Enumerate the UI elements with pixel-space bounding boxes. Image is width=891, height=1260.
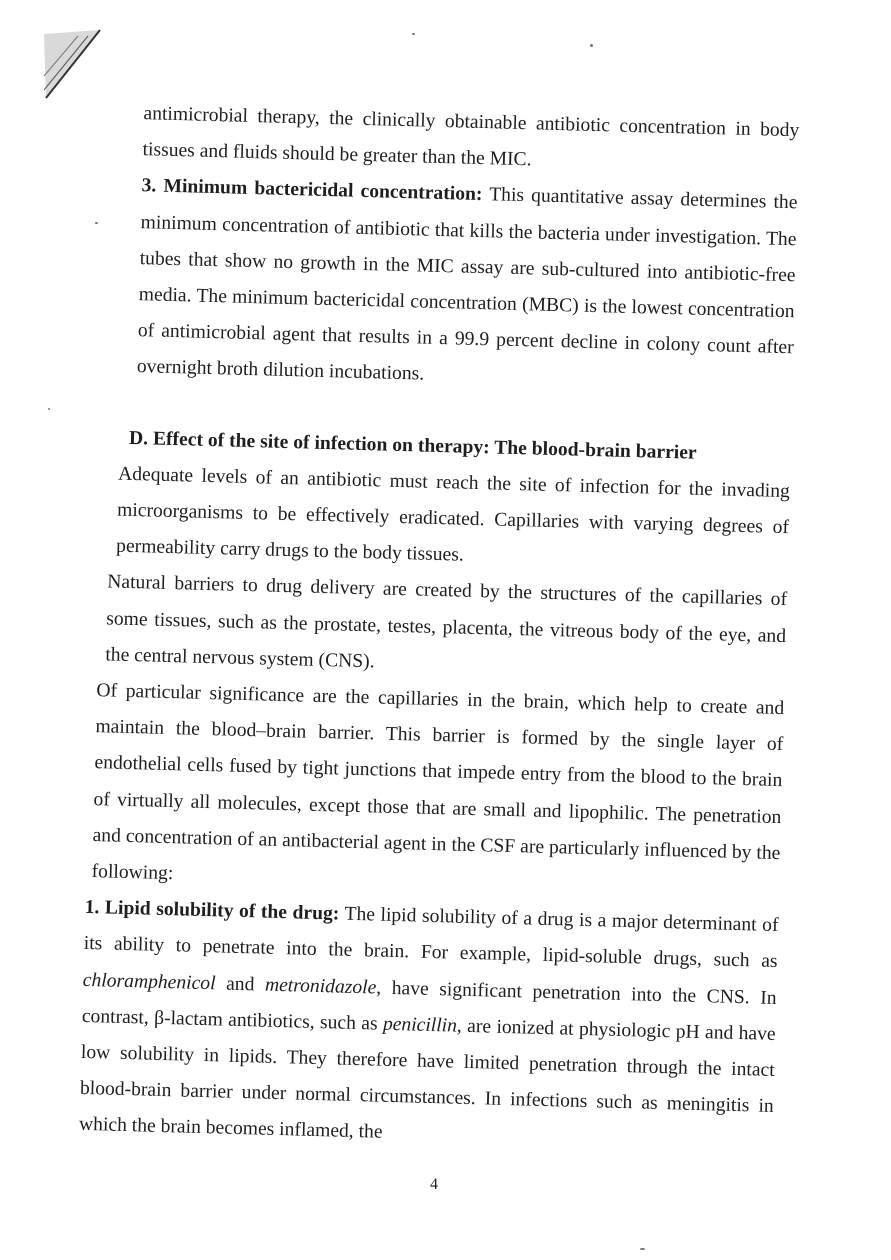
lipid-text: and [215, 973, 266, 996]
lipid-text: The lipid solubility of a drug is a major determinant of its ability to penetrate into the brain. For example, lipid-soluble drugs, such as [83, 903, 779, 973]
mbc-text: This quantitative assay determines the minimum concentration of antibiotic that kills the bacteria under investigation. The tubes that show no growth in the MIC assay are sub-cultured into antibiotic-free media. The minimum bactericidal concentration (MBC) is the lowest concentration of antimicrobial agent that results in a 99.9 percent decline in colony count after overnight broth dilution incubations. [136, 184, 798, 385]
scan-speck [412, 33, 415, 35]
paragraph-natural-barriers: Natural barriers to drug delivery are created by the structures of the capillaries of some tissues, such as the prostate, testes, placenta, the vitreous body of the eye, and the central nervous system (CNS). [105, 571, 788, 673]
scan-corner-mark [40, 28, 104, 100]
section-d-title: D. Effect of the site of infection on therapy: The blood-brain barrier [128, 427, 697, 464]
scan-speck [48, 408, 50, 410]
paragraph-mic-end: antimicrobial therapy, the clinically obtainable antibiotic concentration in body tissues and fluids should be greater than the MIC. [142, 103, 800, 171]
scan-speck [590, 44, 593, 47]
paragraph-mbc [92, 167, 797, 402]
lipid-text: , have significant penetration into the CNS. In contrast, β-lactam antibiotics, such as [81, 977, 777, 1035]
paragraph-brain-capillaries: Of particular significance are the capillaries in the brain, which help to create and maintain the blood–brain barrier. This barrier is formed by the single layer of endothelial cells fused by tight junctions that impede entry from the blood to the brain of virtually all molecules, except those that are small and lipophilic. The penetration and concentration of an antibacterial agent in the CSF are particularly influenced by the following: [91, 680, 785, 885]
page-body-text [73, 95, 800, 1162]
paragraph-adequate-levels: Adequate levels of an antibiotic must reach the site of infection for the invading microorganisms to be effectively eradicated. Capillaries with varying degrees of permeability carry drugs to the body tissues. [115, 463, 791, 566]
drug-name: metronidazole [264, 974, 377, 999]
scan-speck [640, 1248, 645, 1250]
drug-name: penicillin [382, 1013, 458, 1037]
drug-name: chloramphenicol [82, 969, 216, 994]
lipid-heading: 1. Lipid solubility of the drug: [84, 897, 340, 925]
lipid-text: , are ionized at physiologic pH and have low solubility in lipids. They therefore have limited penetration through the intact blood-brain barrier under normal circumstances. In infections such as meningitis in which the brain becomes inflamed, the [78, 1015, 776, 1144]
paragraph-lipid-solubility [73, 890, 779, 1162]
page-number: 4 [430, 1176, 438, 1193]
mbc-heading: 3. Minimum bactericidal concentration: [141, 175, 483, 206]
